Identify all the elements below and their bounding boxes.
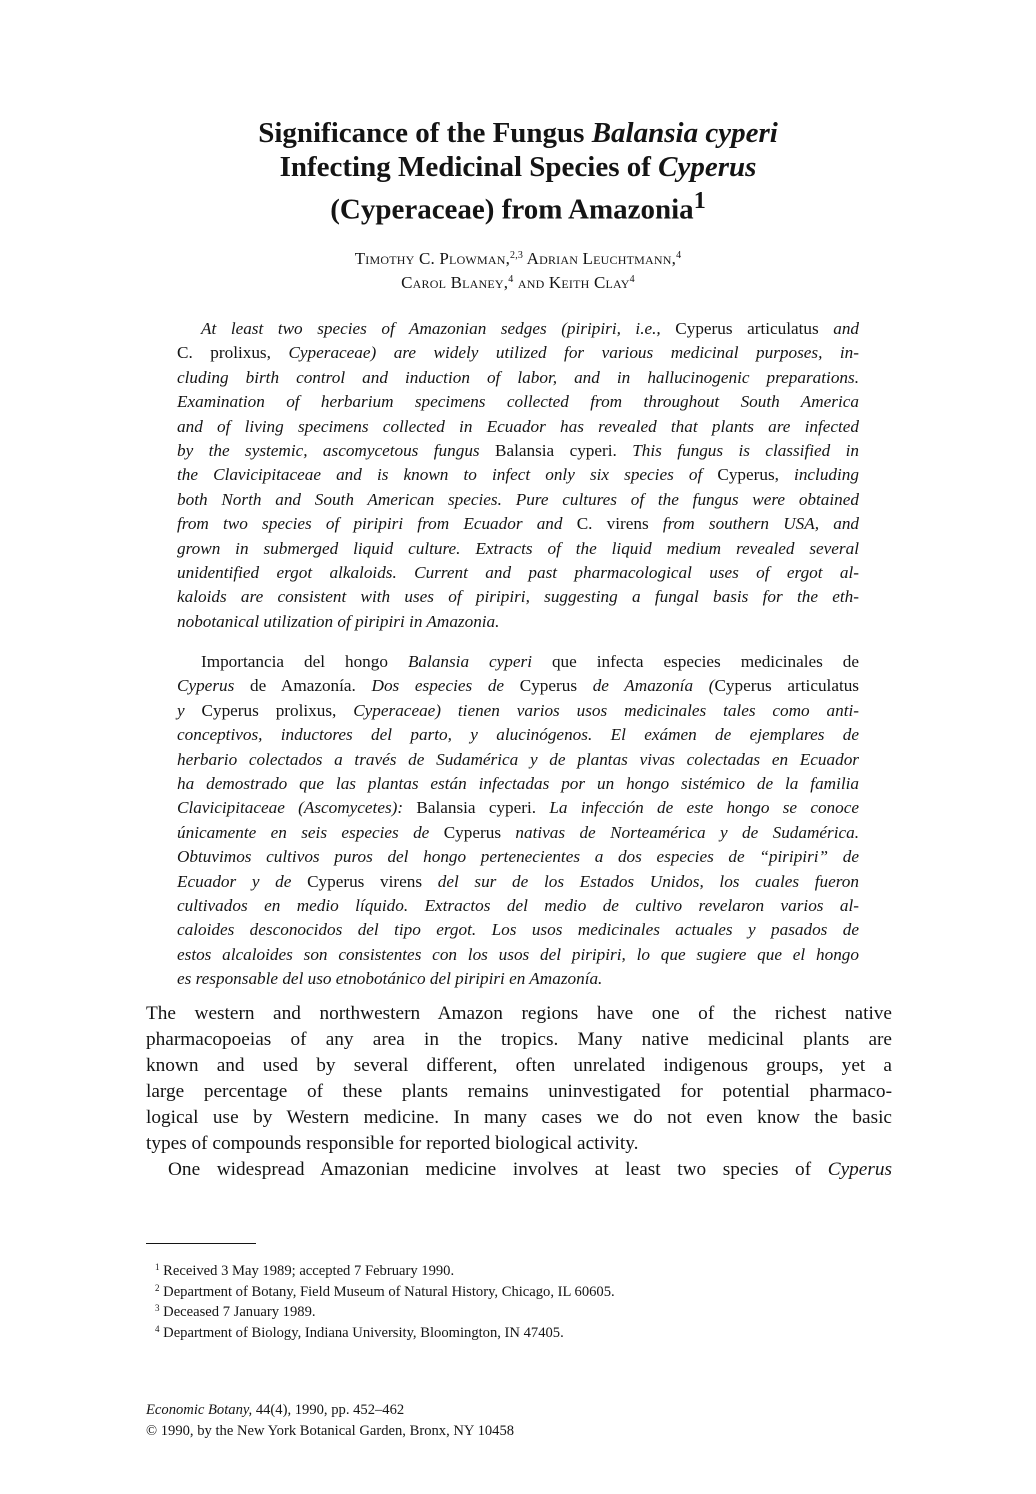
citation-line: Economic Botany, 44(4), 1990, pp. 452–462: [146, 1402, 405, 1418]
resumen-line: caloides desconocidos del tipo ergot. Los usos medicinales actuales y pasados de: [177, 920, 859, 940]
abstract-line: At least two species of Amazonian sedges (piripiri, i.e., Cyperus articulatus and: [201, 319, 860, 338]
title-line: Significance of the Fungus Balansia cyperi: [258, 117, 778, 149]
journal-citation: [146, 1400, 892, 1442]
author-list: [200, 247, 836, 295]
author-line: Timothy C. Plowman,$^{2,3}$ Adrian Leuchtmann,$^4$: [354, 249, 682, 268]
journal-name: Economic Botany,: [146, 1402, 253, 1418]
body-line: The western and northwestern Amazon regions have one of the richest native: [146, 1003, 892, 1024]
title-line: Infecting Medicinal Species of Cyperus: [279, 151, 757, 183]
abstract-line: from two species of piripiri from Ecuador and C. virens from southern USA, and: [177, 514, 860, 534]
abstract-line: cluding birth control and induction of labor, and in hallucinogenic preparations.: [177, 367, 859, 387]
body-line: One widespread Amazonian medicine involves at least two species of Cyperus: [168, 1159, 892, 1180]
abstract-spanish: [177, 650, 859, 991]
affiliation-marker: 4: [629, 274, 635, 285]
resumen-line: es responsable del uso etnobotánico del piripiri en Amazonía.: [177, 969, 603, 989]
abstract-english: [177, 317, 859, 634]
footnote: $^3$ Deceased 7 January 1989.: [155, 1303, 316, 1321]
footnote: $^1$ Received 3 May 1989; accepted 7 February 1990.: [155, 1262, 455, 1279]
footnote-divider: [146, 1243, 256, 1244]
resumen-line: estos alcaloides son consistentes con los usos del piripiri, lo que sugiere que el hongo: [177, 944, 859, 964]
body-line: known and used by several different, often unrelated indigenous groups, yet a: [146, 1055, 892, 1076]
title-italic-genus: Cyperus: [658, 151, 757, 183]
body-text: [146, 1001, 892, 1183]
resumen-line: únicamente en seis especies de Cyperus nativas de Norteamérica y de Sudamérica.: [177, 822, 860, 842]
body-line: large percentage of these plants remains uninvestigated for potential pharmaco-: [146, 1081, 892, 1102]
footnote-number: 4: [155, 1323, 160, 1334]
footnote-number: 1: [155, 1262, 160, 1272]
footnote: $^4$ Department of Biology, Indiana University, Bloomington, IN 47405.: [155, 1323, 564, 1341]
title-line: (Cyperaceae) from Amazonia$^1$: [330, 187, 706, 226]
abstract-line: and of living specimens collected in Ecuador has revealed that plants are infected: [177, 416, 859, 436]
abstract-line: by the systemic, ascomycetous fungus Balansia cyperi. This fungus is classified in: [177, 440, 859, 460]
resumen-line: conceptivos, inductores del parto, y alucinógenos. El exámen de ejemplares de: [177, 725, 859, 745]
body-line: pharmacopoeias of any area in the tropics. Many native medicinal plants are: [146, 1029, 892, 1050]
footnote-number: 3: [155, 1303, 160, 1314]
copyright-line: © 1990, by the New York Botanical Garden, Bronx, NY 10458: [146, 1423, 515, 1439]
footnote: $^2$ Department of Botany, Field Museum of Natural History, Chicago, IL 60605.: [155, 1282, 615, 1300]
resumen-line: cultivados en medio líquido. Extractos del medio de cultivo revelaron varios al-: [177, 895, 859, 915]
resumen-line: y Cyperus prolixus, Cyperaceae) tienen varios usos medicinales tales como anti-: [177, 700, 859, 720]
affiliation-marker: 4: [676, 250, 682, 261]
footnote-marker: 1: [693, 187, 706, 214]
resumen-line: Cyperus de Amazonía. Dos especies de Cyperus de Amazonía (Cyperus articulatus: [177, 676, 860, 696]
abstract-line: nobotanical utilization of piripiri in Amazonia.: [177, 611, 500, 631]
abstract-line: kaloids are consistent with uses of piripiri, suggesting a fungal basis for the eth-: [177, 587, 859, 607]
footnotes: [146, 1261, 892, 1343]
body-line: types of compounds responsible for reported biological activity.: [146, 1133, 639, 1154]
abstract-line: both North and South American species. Pure cultures of the fungus were obtained: [177, 489, 859, 509]
resumen-line: Obtuvimos cultivos puros del hongo pertenecientes a dos especies de “piripiri” de: [177, 847, 859, 867]
affiliation-marker: 4: [508, 274, 514, 285]
article-title: [200, 116, 836, 227]
resumen-line: Clavicipitaceae (Ascomycetes): Balansia cyperi. La infección de este hongo se conoce: [177, 798, 859, 818]
abstract-line: C. prolixus, Cyperaceae) are widely utilized for various medicinal purposes, in-: [177, 343, 859, 363]
title-italic-genus: Balansia cyperi: [591, 117, 778, 149]
abstract-line: unidentified ergot alkaloids. Current and past pharmacological uses of ergot al-: [177, 562, 859, 582]
abstract-line: grown in submerged liquid culture. Extracts of the liquid medium revealed several: [177, 538, 859, 558]
author-line: Carol Blaney,$^4$ and Keith Clay$^4$: [401, 273, 635, 292]
abstract-line: Examination of herbarium specimens collected from throughout South America: [177, 392, 859, 412]
abstract-line: the Clavicipitaceae and is known to infect only six species of Cyperus, including: [177, 465, 859, 485]
resumen-line: ha demostrado que las plantas están infectadas por un hongo sistémico de la familia: [177, 773, 859, 793]
affiliation-marker: 2,3: [510, 250, 524, 261]
footnote-number: 2: [155, 1282, 160, 1293]
resumen-line: herbario colectados a través de Sudamérica y de plantas vivas colectadas en Ecuador: [177, 749, 859, 769]
body-line: logical use by Western medicine. In many cases we do not even know the basic: [146, 1107, 892, 1128]
resumen-line: Importancia del hongo Balansia cyperi que infecta especies medicinales de: [201, 652, 860, 671]
resumen-line: Ecuador y de Cyperus virens del sur de los Estados Unidos, los cuales fueron: [177, 871, 859, 891]
